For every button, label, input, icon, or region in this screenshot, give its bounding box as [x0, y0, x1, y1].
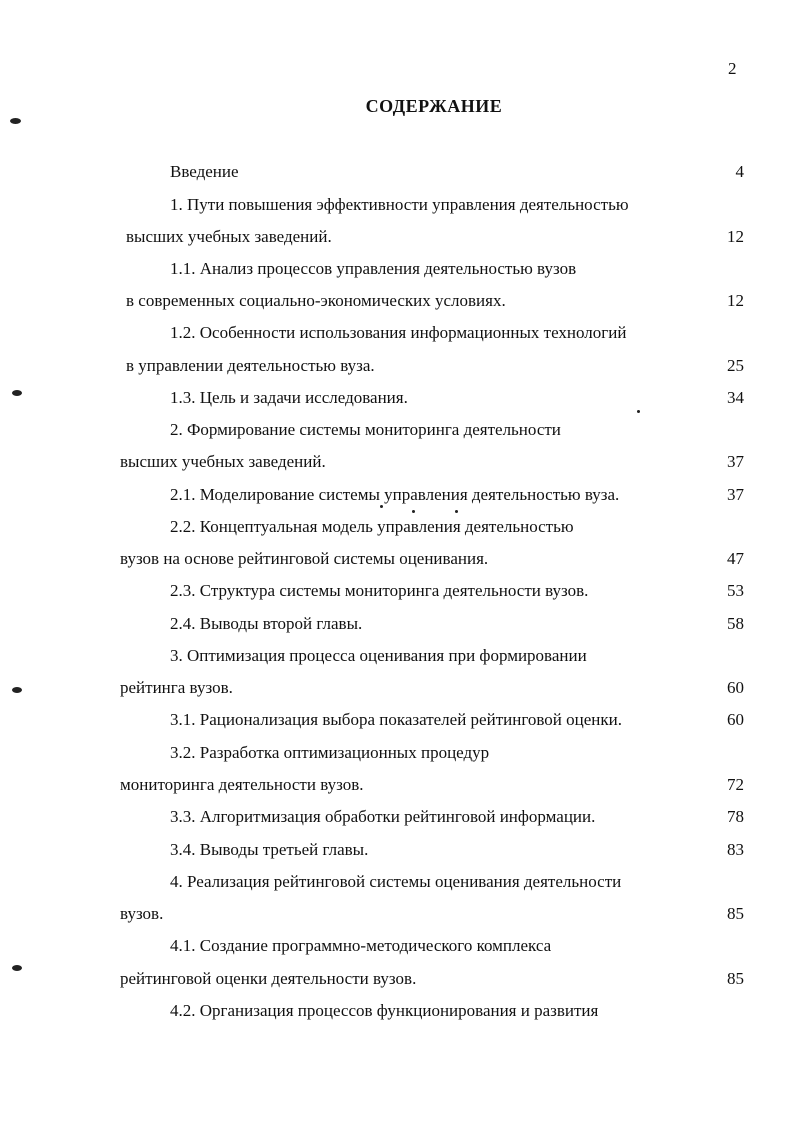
- toc-entry-page: 25: [727, 356, 744, 375]
- scan-speck: [10, 118, 21, 124]
- toc-entry-page: 37: [727, 485, 744, 504]
- toc-entry-line: 2.3. Структура системы мониторинга деятельности вузов.: [170, 581, 589, 600]
- toc-entry-line: 4.1. Создание программно-методического комплекса: [170, 936, 552, 955]
- toc-entry-line: мониторинга деятельности вузов.: [120, 775, 364, 794]
- toc-entry-line: 2. Формирование системы мониторинга деятельности: [170, 420, 561, 439]
- toc-entry-page: 34: [727, 388, 744, 407]
- toc-entry-page: 12: [727, 291, 744, 310]
- scan-speck: [12, 390, 22, 396]
- toc-entry-page: 78: [727, 807, 744, 826]
- toc-entry-page: 85: [727, 904, 744, 923]
- toc-entry-line: в управлении деятельностью вуза.: [126, 356, 375, 375]
- toc-entry-line: 1. Пути повышения эффективности управления деятельностью: [170, 195, 629, 214]
- toc-entry-page: 4: [735, 162, 744, 181]
- toc-entry-line: рейтинга вузов.: [120, 678, 233, 697]
- page-title: СОДЕРЖАНИЕ: [365, 96, 503, 116]
- scan-speck: [637, 410, 640, 413]
- scan-speck: [380, 505, 383, 508]
- toc-entry-line: 3.4. Выводы третьей главы.: [170, 840, 369, 859]
- toc-entry-page: 58: [727, 614, 744, 633]
- toc-entry-line: 3. Оптимизация процесса оценивания при формировании: [170, 646, 587, 665]
- toc-entry-line: 2.2. Концептуальная модель управления деятельностью: [170, 517, 574, 536]
- toc-entry-page: 53: [727, 581, 744, 600]
- toc-entry-line: рейтинговой оценки деятельности вузов.: [120, 969, 417, 988]
- toc-entry-line: 4.2. Организация процессов функционирования и развития: [170, 1001, 599, 1020]
- toc-entry-line: 3.3. Алгоритмизация обработки рейтинговой информации.: [170, 807, 596, 826]
- toc-entry-line: 1.3. Цель и задачи исследования.: [170, 388, 408, 407]
- toc-entry-line: 2.1. Моделирование системы управления деятельностью вуза.: [170, 485, 620, 504]
- toc-entry-page: 37: [727, 452, 744, 471]
- toc-entry-line: высших учебных заведений.: [126, 227, 332, 246]
- toc-entry-line: вузов.: [120, 904, 164, 923]
- scan-speck: [12, 687, 22, 693]
- toc-entry-line: 4. Реализация рейтинговой системы оценивания деятельности: [170, 872, 622, 891]
- page-number: 2: [728, 59, 737, 78]
- toc-entry-page: 60: [727, 678, 744, 697]
- toc-entry-page: 85: [727, 969, 744, 988]
- toc-entry-page: 83: [727, 840, 744, 859]
- toc-entry-page: 12: [727, 227, 744, 246]
- toc-entry-page: 72: [727, 775, 744, 794]
- scan-speck: [412, 510, 415, 513]
- toc-entry-line: высших учебных заведений.: [120, 452, 326, 471]
- toc-entry-line: 3.2. Разработка оптимизационных процедур: [170, 743, 490, 762]
- scan-speck: [12, 965, 22, 971]
- toc-entry-page: 60: [727, 710, 744, 729]
- toc-entry-line: 2.4. Выводы второй главы.: [170, 614, 363, 633]
- scan-speck: [455, 510, 458, 513]
- toc-entry-line: 3.1. Рационализация выбора показателей рейтинговой оценки.: [170, 710, 622, 729]
- toc-entry-line: 1.2. Особенности использования информационных технологий: [170, 323, 627, 342]
- toc-entry-line: 1.1. Анализ процессов управления деятельностью вузов: [170, 259, 577, 278]
- toc-entry-page: 47: [727, 549, 744, 568]
- toc-entry-line: в современных социально-экономических условиях.: [126, 291, 506, 310]
- toc-entry-line: вузов на основе рейтинговой системы оценивания.: [120, 549, 489, 568]
- toc-entry-line: Введение: [170, 162, 239, 181]
